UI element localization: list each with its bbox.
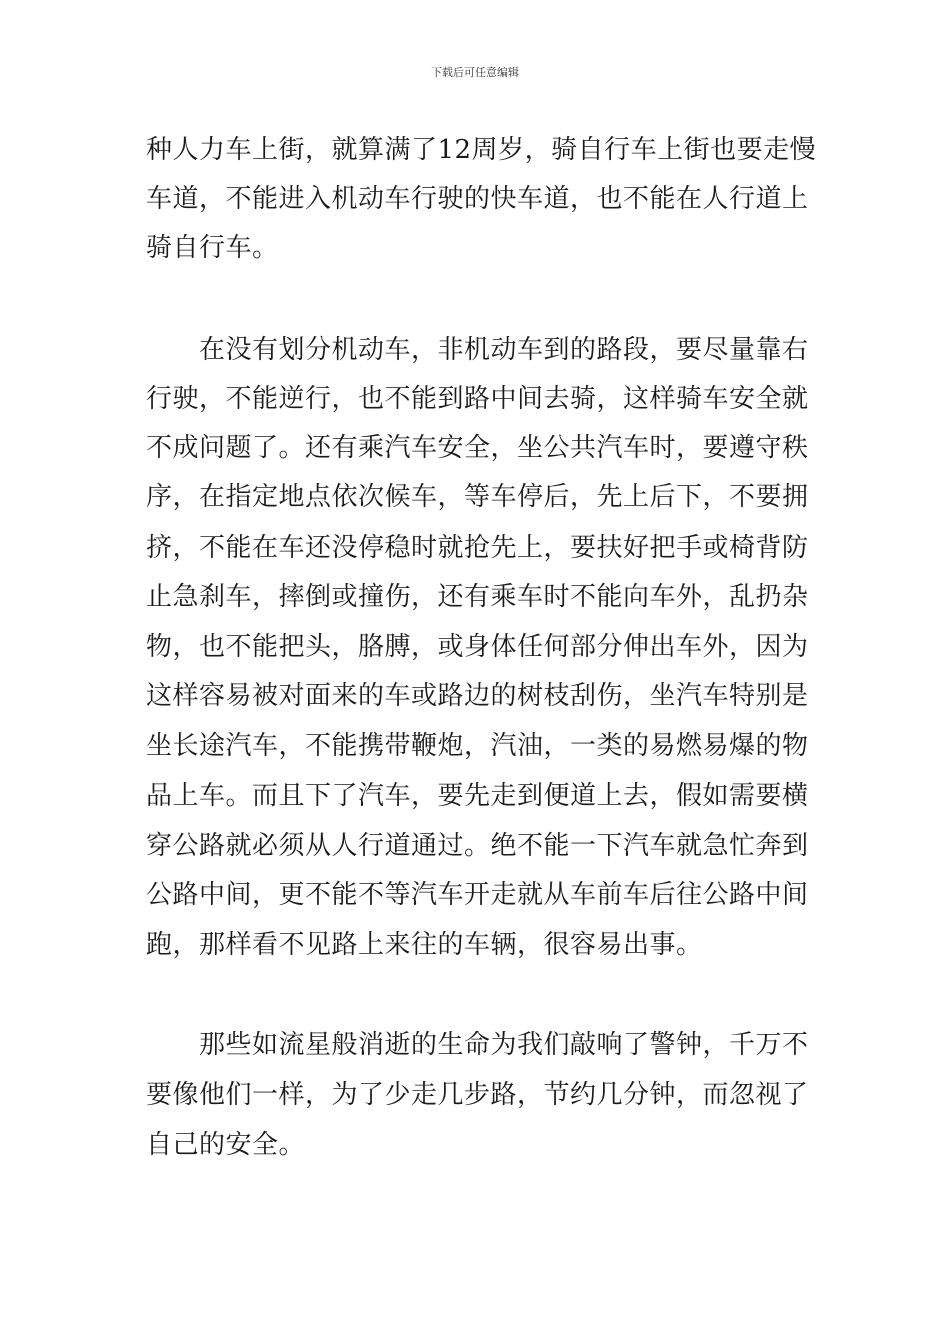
text-line: 行驶，不能逆行，也不能到路中间去骑，这样骑车安全就: [146, 384, 809, 414]
text-line: 这样容易被对面来的车或路边的树枝刮伤，坐汽车特别是: [146, 681, 809, 711]
text-line: 骑自行车。: [146, 233, 279, 263]
text-line: 车道，不能进入机动车行驶的快车道，也不能在人行道上: [146, 184, 809, 214]
text-line: 公路中间，更不能不等汽车开走就从车前车后往公路中间: [146, 880, 809, 910]
text-line: 在没有划分机动车，非机动车到的路段，要尽量靠右: [146, 335, 809, 365]
text-line: 种人力车上街，就算满了12周岁，骑自行车上街也要走慢: [146, 135, 817, 165]
text-line: 穿公路就必须从人行道通过。绝不能一下汽车就急忙奔到: [146, 831, 809, 861]
text-line: 品上车。而且下了汽车，要先走到便道上去，假如需要横: [146, 781, 809, 811]
text-line: 挤，不能在车还没停稳时就抢先上，要扶好把手或椅背防: [146, 533, 809, 563]
page-header: 下载后可任意编辑: [431, 66, 519, 79]
text-line: 物，也不能把头，胳膊，或身体任何部分伸出车外，因为: [146, 632, 809, 662]
text-line: 跑，那样看不见路上来往的车辆，很容易出事。: [146, 930, 703, 960]
text-line: 自己的安全。: [146, 1130, 306, 1160]
text-line: 坐长途汽车，不能携带鞭炮，汽油，一类的易燃易爆的物: [146, 731, 809, 761]
text-line: 要像他们一样，为了少走几步路，节约几分钟，而忽视了: [146, 1080, 809, 1110]
text-line: 止急刹车，摔倒或撞伤，还有乘车时不能向车外，乱扔杂: [146, 582, 809, 612]
text-line: 不成问题了。还有乘汽车安全，坐公共汽车时，要遵守秩: [146, 433, 809, 463]
text-line: 那些如流星般消逝的生命为我们敲响了警钟，千万不: [146, 1030, 809, 1060]
text-line: 序，在指定地点依次候车，等车停后，先上后下，不要拥: [146, 482, 809, 512]
